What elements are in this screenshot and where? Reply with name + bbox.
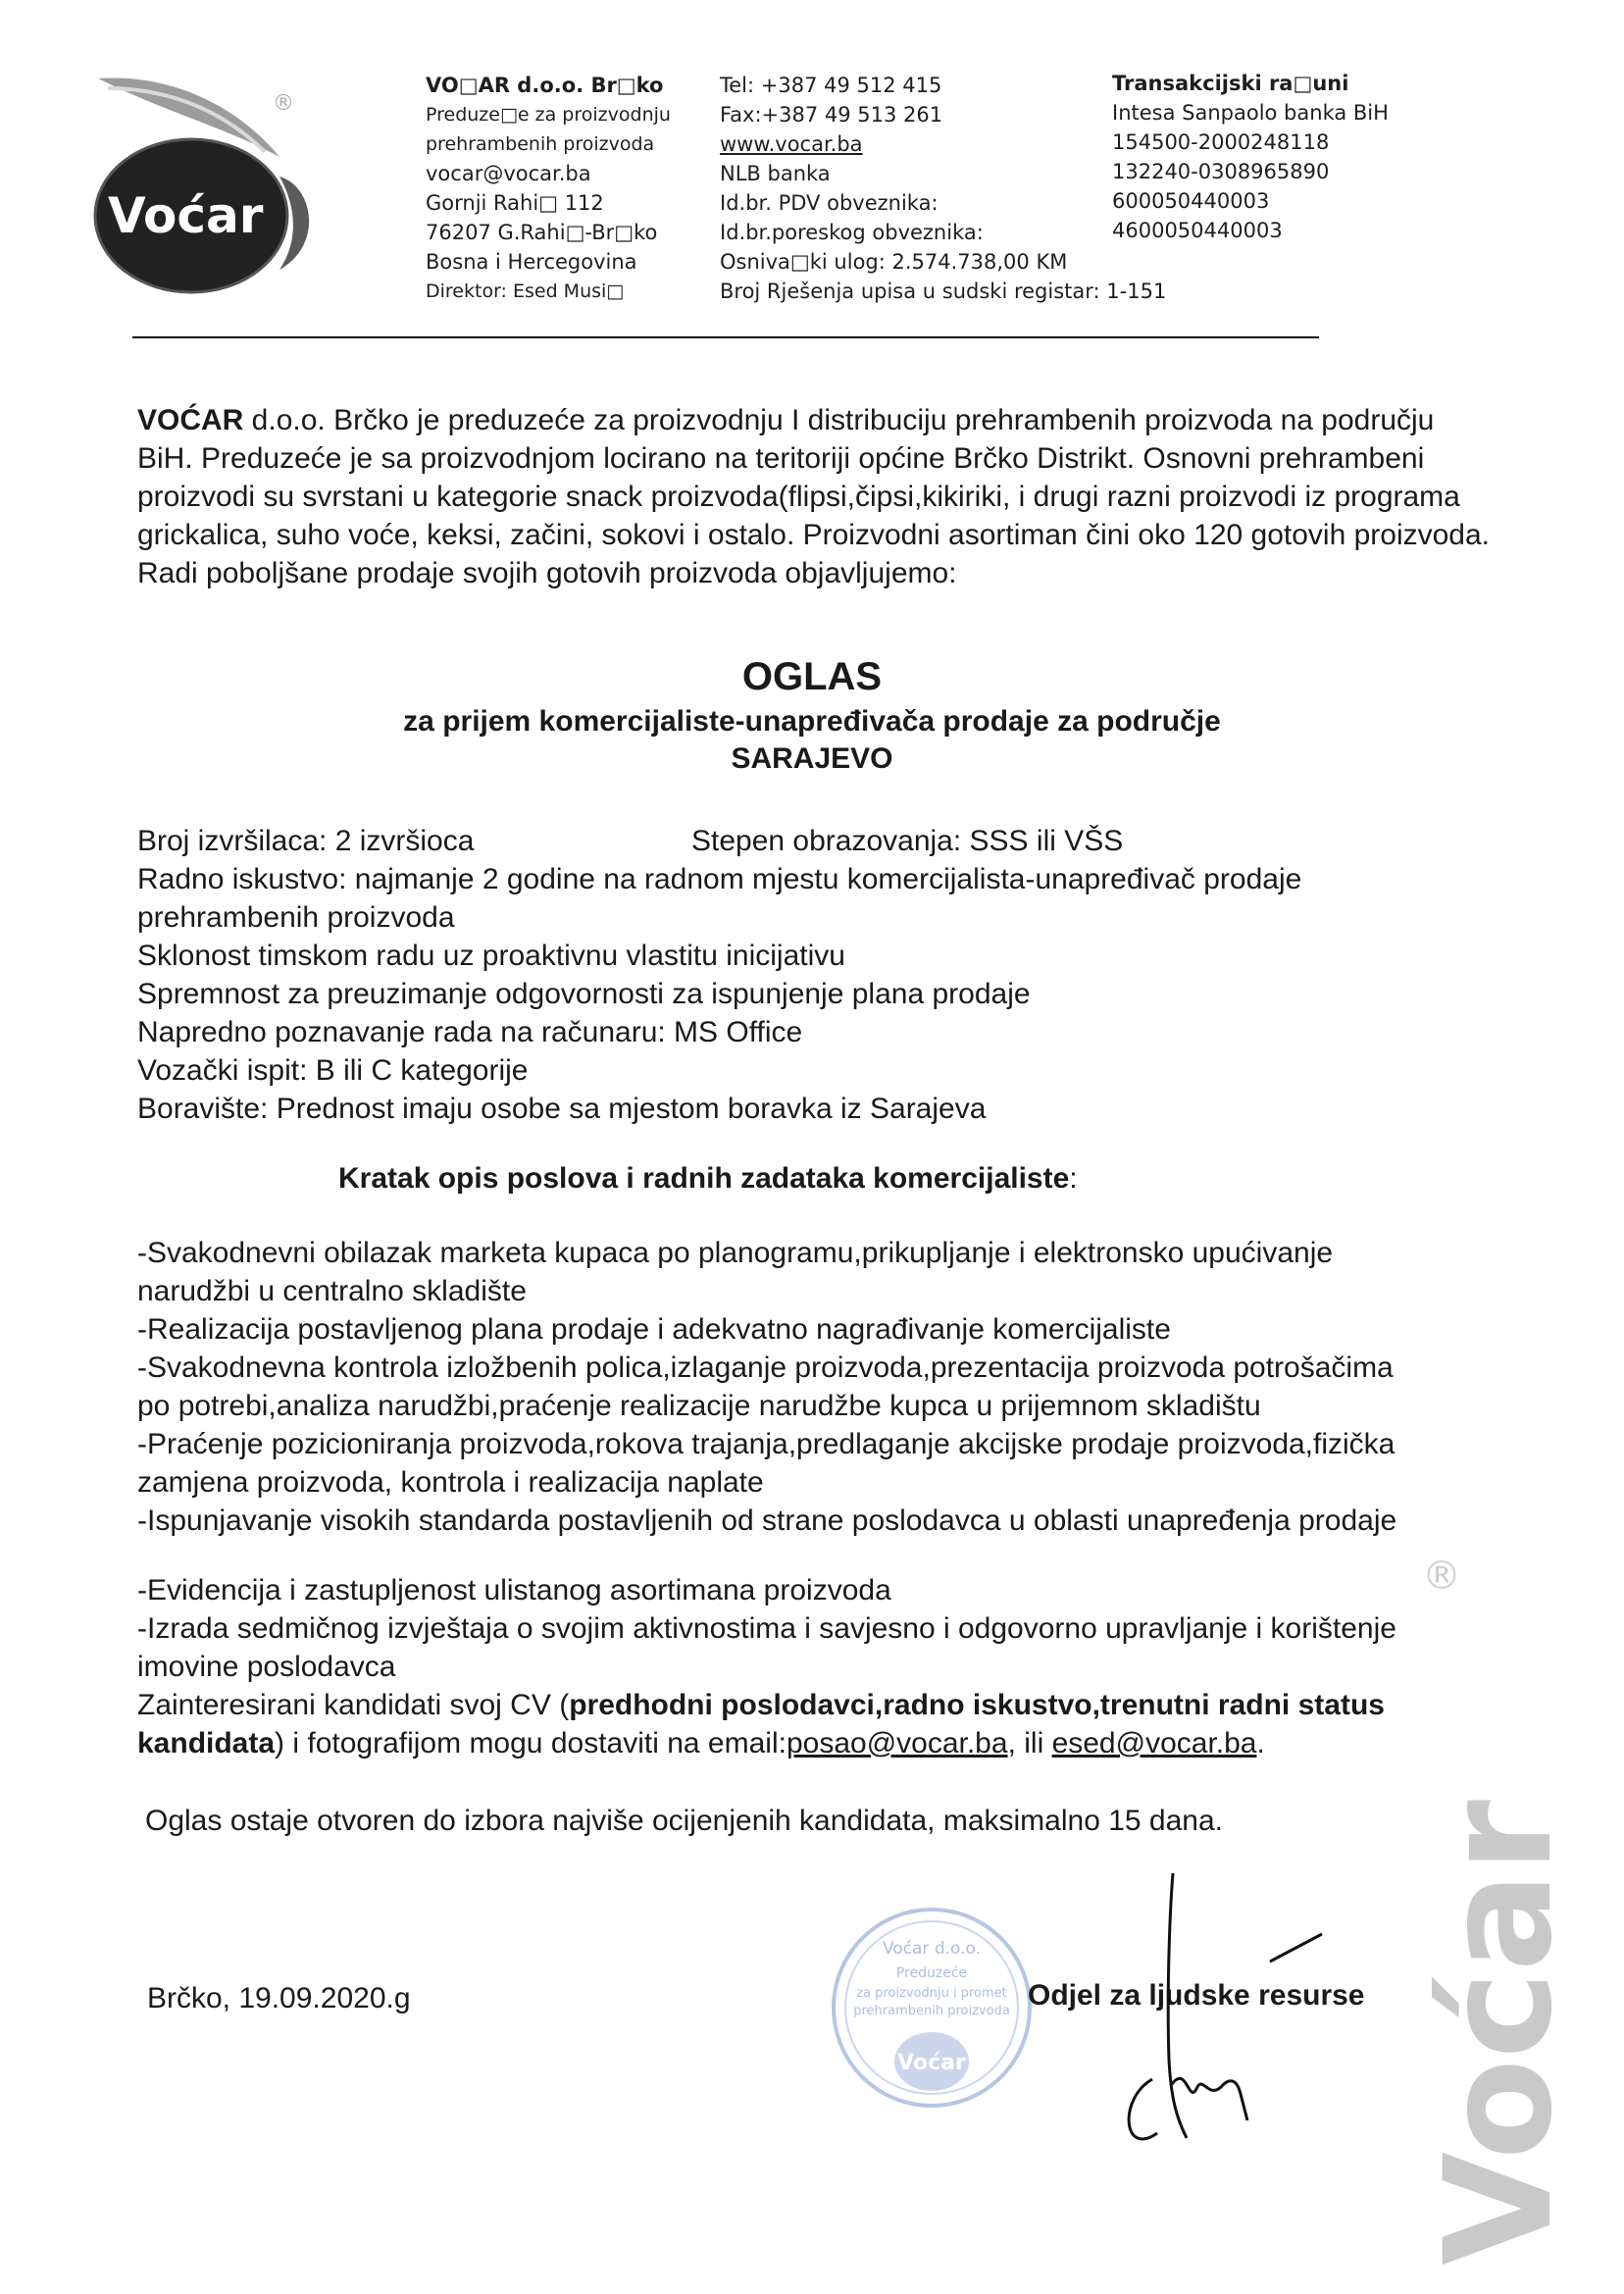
duty-item: -Ispunjavanje visokih standarda postavljenih od strane poslodavca u oblasti unapređenja prodaje: [137, 1504, 1397, 1537]
requirement-item: Radno iskustvo: najmanje 2 godine na radnom mjestu komercijalista-unapređivač prodaje: [137, 863, 1302, 895]
ad-city: SARAJEVO: [731, 742, 893, 775]
header-capital: Osniva□ki ulog: 2.574.738,00 KM: [720, 250, 1068, 274]
intro-line: VOĆAR d.o.o. Brčko je preduzeće za proizvodnju I distribuciju prehrambenih proizvoda na području: [137, 404, 1435, 436]
requirement-education: Stepen obrazovanja: SSS ili VŠS: [691, 825, 1124, 857]
header-fax: Fax:+387 49 513 261: [720, 103, 943, 127]
header-bank-accounts: [1112, 69, 1389, 245]
watermark-registered-mark: ®: [1422, 1554, 1461, 1599]
stamp-line: prehrambenih proizvoda: [853, 2004, 1010, 2018]
header-registry: Broj Rješenja upisa u sudski registar: 1-151: [720, 280, 1167, 303]
company-logo: [78, 59, 363, 294]
logo-brand-text: Voćar: [108, 187, 264, 244]
header-company-line: Gornji Rahi□ 112: [426, 191, 604, 215]
intro-line: BiH. Preduzeće je sa proizvodnjom locirano na teritoriji općine Brčko Distrikt. Osnovni prehrambeni: [137, 442, 1425, 475]
intro-line: proizvodi su svrstani u kategorie snack proizvoda(flipsi,čipsi,kikiriki, i drugi razni proizvodi iz programa: [137, 481, 1460, 513]
header-company-line: 76207 G.Rahi□-Br□ko: [426, 221, 658, 244]
requirement-item: prehrambenih proizvoda: [137, 901, 455, 934]
requirements-list: [137, 822, 1301, 1128]
ad-title: OGLAS: [741, 655, 883, 698]
intro-line: grickalica, suho voće, keksi, začini, sokovi i ostalo. Proizvodni asortiman čini oko 120 gotovih proizvoda.: [137, 519, 1491, 551]
requirement-item: Napredno poznavanje rada na računaru: MS Office: [137, 1016, 803, 1048]
ad-subtitle: za prijem komercijaliste-unapređivača prodaje za područje: [403, 705, 1221, 738]
header-bank: NLB banka: [720, 162, 831, 185]
duties-list: [137, 1234, 1396, 1540]
requirement-row: [137, 822, 1301, 860]
watermark-logo: [1402, 1550, 1579, 2275]
header-company-name: VO□AR d.o.o. Br□ko: [426, 74, 664, 97]
duty-item: -Izrada sedmičnog izvještaja o svojim aktivnostima i savjesno i odgovorno upravljanje i korištenje: [137, 1612, 1396, 1645]
header-divider: [132, 336, 1319, 338]
place-and-date: Brčko, 19.09.2020.g: [147, 1982, 411, 2014]
duty-item: imovine poslodavca: [137, 1651, 396, 1683]
company-stamp: [829, 1905, 1035, 2111]
header-account-number: 154500-2000248118: [1112, 130, 1330, 154]
header-vat-number: 600050440003: [1112, 189, 1270, 213]
stamp-line: Preduzeće: [895, 1965, 968, 1981]
requirement-item: Boravište: Prednost imaju osobe sa mjestom boravka iz Sarajeva: [137, 1093, 987, 1125]
duties-list-2: [137, 1571, 1396, 1762]
stamp-brand: Voćar: [897, 2051, 966, 2075]
duties-heading: Kratak opis poslova i radnih zadataka komercijaliste:: [338, 1162, 1078, 1195]
header-vat-label: Id.br. PDV obveznika:: [720, 191, 939, 215]
header-website-link[interactable]: www.vocar.ba: [720, 132, 863, 156]
email-link-esed[interactable]: esed@vocar.ba: [1051, 1727, 1257, 1759]
header-account-bank: Intesa Sanpaolo banka BiH: [1112, 101, 1389, 125]
stamp-line: za proizvodnju i promet: [856, 1986, 1007, 2001]
apply-line: kandidata) i fotografijom mogu dostaviti na email:posao@vocar.ba, ili esed@vocar.ba.: [137, 1727, 1265, 1759]
duty-item: -Praćenje pozicioniranja proizvoda,rokova trajanja,predlaganje akcijske prodaje proizvoda,fizička: [137, 1428, 1396, 1460]
requirement-positions: Broj izvršilaca: 2 izvršioca: [137, 825, 475, 857]
duty-item: -Svakodnevni obilazak marketa kupaca po planogramu,prikupljanje i elektronsko upućivanje: [137, 1237, 1334, 1269]
watermark-brand: Voćar: [1414, 1799, 1579, 2266]
header-account-number: 132240-0308965890: [1112, 160, 1330, 183]
duty-item: narudžbi u centralno skladište: [137, 1275, 527, 1307]
header-contact-info: [720, 71, 1166, 306]
duty-item: -Svakodnevna kontrola izložbenih polica,izlaganje proizvoda,prezentacija proizvoda potrošačima: [137, 1351, 1394, 1384]
header-tax-label: Id.br.poreskog obveznika:: [720, 221, 984, 244]
logo-graphic: [78, 59, 363, 294]
header-company-line: prehrambenih proizvoda: [426, 133, 655, 155]
apply-line: Zainteresirani kandidati svoj CV (predhodni poslodavci,radno iskustvo,trenutni radni status: [137, 1689, 1385, 1721]
requirement-item: Vozački ispit: B ili C kategorije: [137, 1054, 529, 1087]
header-accounts-title: Transakcijski ra□uni: [1112, 72, 1349, 95]
requirement-item: Sklonost timskom radu uz proaktivnu vlastitu inicijativu: [137, 940, 845, 972]
header-company-line: Preduze□e za proizvodnju: [426, 104, 671, 126]
duty-item: -Evidencija i zastupljenost ulistanog asortimana proizvoda: [137, 1574, 891, 1606]
duty-item: zamjena proizvoda, kontrola i realizacija naplate: [137, 1466, 764, 1499]
stamp-company: Voćar d.o.o.: [882, 1939, 982, 1959]
header-director: Direktor: Esed Musi□: [426, 280, 625, 302]
requirement-item: Spremnost za preuzimanje odgovornosti za ispunjenje plana prodaje: [137, 978, 1031, 1010]
signature: [1079, 1863, 1324, 2158]
header-company-email[interactable]: vocar@vocar.ba: [426, 162, 591, 185]
email-link-posao[interactable]: posao@vocar.ba: [786, 1727, 1008, 1759]
intro-paragraph: [137, 401, 1490, 592]
duty-item: -Realizacija postavljenog plana prodaje i adekvatno nagrađivanje komercijaliste: [137, 1313, 1171, 1346]
header-tax-number: 4600050440003: [1112, 219, 1283, 242]
intro-company-name: VOĆAR: [137, 404, 244, 436]
closing-text: Oglas ostaje otvoren do izbora najviše ocijenjenih kandidata, maksimalno 15 dana.: [145, 1805, 1223, 1837]
duty-item: po potrebi,analiza narudžbi,praćenje realizacije narudžbe kupca u prijemnom skladištu: [137, 1390, 1261, 1422]
header-company-info: [426, 71, 671, 306]
header-phone: Tel: +387 49 512 415: [720, 74, 942, 97]
logo-registered-mark: ®: [273, 91, 294, 116]
hr-department: Odjel za ljudske resurse: [1028, 1979, 1365, 2012]
header-company-line: Bosna i Hercegovina: [426, 250, 637, 274]
intro-line: Radi poboljšane prodaje svojih gotovih proizvoda objavljujemo:: [137, 557, 957, 589]
